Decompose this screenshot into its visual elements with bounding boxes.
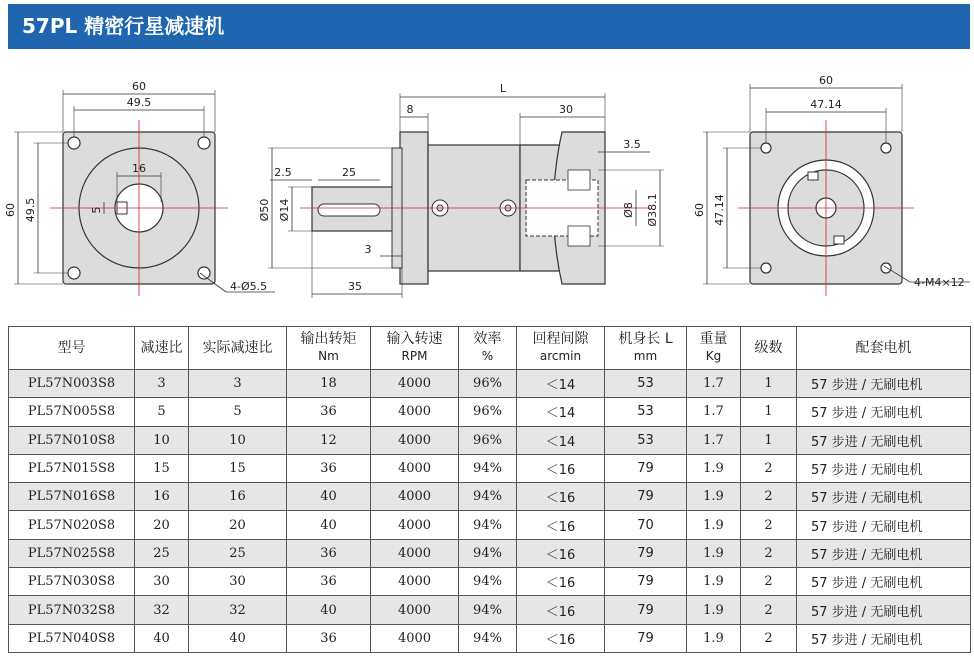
dim-label: 47.14 (810, 98, 842, 111)
table-row (9, 370, 971, 398)
table-body (9, 370, 971, 653)
table-cell: 4000 (371, 596, 459, 624)
table-cell: 10 (189, 426, 287, 454)
table-header-row (9, 327, 971, 370)
input-flange-view (693, 74, 970, 296)
dim-label: 60 (132, 80, 146, 93)
table-cell: 32 (135, 596, 189, 624)
dim-label: 35 (348, 280, 362, 293)
table-row (9, 426, 971, 454)
table-cell: 40 (189, 624, 287, 652)
table-cell: 15 (189, 454, 287, 482)
dim-label: 60 (4, 203, 17, 217)
table-cell: ＜16 (517, 568, 605, 596)
dim-label: Ø38.1 (646, 193, 659, 227)
table-cell: 18 (287, 370, 371, 398)
side-view (258, 82, 664, 298)
table-cell: ＜16 (517, 539, 605, 567)
table-cell: 25 (135, 539, 189, 567)
table-cell: 1.9 (687, 483, 741, 511)
table-cell: 36 (287, 454, 371, 482)
table-cell: 4000 (371, 398, 459, 426)
table-cell: 32 (189, 596, 287, 624)
table-row (9, 454, 971, 482)
table-cell: ＜16 (517, 483, 605, 511)
dim-label: 16 (132, 162, 146, 175)
table-cell: 2 (741, 568, 797, 596)
table-row (9, 398, 971, 426)
dim-label: 60 (819, 74, 833, 87)
table-cell: 36 (287, 398, 371, 426)
table-cell: PL57N025S8 (9, 539, 135, 567)
table-cell: PL57N030S8 (9, 568, 135, 596)
table-cell: ＜16 (517, 596, 605, 624)
table-cell: 1.7 (687, 370, 741, 398)
column-header: 效率 % (459, 327, 517, 370)
table-cell: PL57N015S8 (9, 454, 135, 482)
table-cell: 1.7 (687, 398, 741, 426)
table-cell: 12 (287, 426, 371, 454)
dim-label: L (499, 82, 507, 95)
table-cell: 4000 (371, 511, 459, 539)
table-cell: ＜14 (517, 426, 605, 454)
table-cell: 40 (287, 511, 371, 539)
table-cell: 57 步进 / 无刷电机 (797, 511, 971, 539)
dim-label: 3.5 (623, 138, 641, 151)
table-cell: 16 (189, 483, 287, 511)
table-cell: 4000 (371, 568, 459, 596)
column-header: 重量 Kg (687, 327, 741, 370)
table-cell: PL57N040S8 (9, 624, 135, 652)
dim-label: Ø50 (258, 198, 271, 222)
table-cell: 3 (189, 370, 287, 398)
table-cell: 4000 (371, 624, 459, 652)
table-cell: 57 步进 / 无刷电机 (797, 624, 971, 652)
table-cell: 53 (605, 398, 687, 426)
dim-label: 3 (364, 243, 372, 256)
spec-table (8, 326, 971, 653)
table-cell: 2 (741, 483, 797, 511)
table-cell: 36 (287, 624, 371, 652)
table-cell: 96% (459, 370, 517, 398)
table-cell: 94% (459, 568, 517, 596)
table-cell: PL57N016S8 (9, 483, 135, 511)
table-cell: 53 (605, 426, 687, 454)
table-cell: 1.9 (687, 624, 741, 652)
dim-label: 30 (559, 103, 573, 116)
dim-label: Ø8 (622, 202, 635, 218)
table-row (9, 568, 971, 596)
table-cell: 79 (605, 568, 687, 596)
dim-label: 8 (406, 103, 414, 116)
column-header: 回程间隙 arcmin (517, 327, 605, 370)
table-row (9, 511, 971, 539)
table-cell: 96% (459, 398, 517, 426)
table-cell: 10 (135, 426, 189, 454)
table-cell: 94% (459, 624, 517, 652)
table-cell: ＜14 (517, 398, 605, 426)
table-cell: 1.9 (687, 539, 741, 567)
table-cell: 4000 (371, 483, 459, 511)
table-cell: 1.7 (687, 426, 741, 454)
table-cell: 2 (741, 511, 797, 539)
table-cell: PL57N005S8 (9, 398, 135, 426)
table-cell: 57 步进 / 无刷电机 (797, 483, 971, 511)
page-title: 57PL 精密行星减速机 (8, 4, 970, 49)
table-cell: 36 (287, 539, 371, 567)
table-cell: 57 步进 / 无刷电机 (797, 454, 971, 482)
table-row (9, 483, 971, 511)
table-cell: 79 (605, 454, 687, 482)
table-cell: 1.9 (687, 568, 741, 596)
table-cell: 25 (189, 539, 287, 567)
table-cell: 20 (135, 511, 189, 539)
dim-label: 49.5 (126, 96, 152, 109)
table-cell: PL57N032S8 (9, 596, 135, 624)
table-cell: 79 (605, 596, 687, 624)
column-header: 减速比 (135, 327, 189, 370)
table-cell: 30 (135, 568, 189, 596)
table-cell: 40 (135, 624, 189, 652)
table-cell: 4000 (371, 539, 459, 567)
table-cell: 94% (459, 454, 517, 482)
dim-label: 60 (693, 203, 706, 217)
table-cell: 96% (459, 426, 517, 454)
table-cell: 2 (741, 454, 797, 482)
dim-label: 4-M4×12 (914, 276, 965, 289)
table-cell: 79 (605, 624, 687, 652)
table-cell: 70 (605, 511, 687, 539)
output-flange-view (4, 80, 275, 296)
table-cell: ＜16 (517, 511, 605, 539)
table-cell: 94% (459, 511, 517, 539)
table-cell: 36 (287, 568, 371, 596)
table-cell: ＜16 (517, 624, 605, 652)
table-cell: 4000 (371, 370, 459, 398)
table-cell: 20 (189, 511, 287, 539)
table-cell: 1 (741, 398, 797, 426)
table-cell: 4000 (371, 426, 459, 454)
column-header: 级数 (741, 327, 797, 370)
table-cell: 16 (135, 483, 189, 511)
dim-label: 49.5 (24, 197, 37, 223)
table-cell: 40 (287, 596, 371, 624)
column-header: 型号 (9, 327, 135, 370)
table-cell: 5 (135, 398, 189, 426)
column-header: 配套电机 (797, 327, 971, 370)
table-cell: 79 (605, 483, 687, 511)
table-cell: 57 步进 / 无刷电机 (797, 398, 971, 426)
dim-label: 5 (90, 206, 103, 214)
table-cell: 1 (741, 426, 797, 454)
table-cell: 57 步进 / 无刷电机 (797, 568, 971, 596)
table-cell: 1.9 (687, 596, 741, 624)
column-header: 机身长 L mm (605, 327, 687, 370)
table-cell: PL57N003S8 (9, 370, 135, 398)
table-cell: ＜14 (517, 370, 605, 398)
table-row (9, 539, 971, 567)
dim-label: 4-Ø5.5 (230, 280, 268, 293)
technical-drawings (0, 60, 974, 310)
table-cell: 57 步进 / 无刷电机 (797, 596, 971, 624)
dim-label: 47.14 (713, 194, 726, 226)
table-row (9, 596, 971, 624)
table-cell: 5 (189, 398, 287, 426)
table-cell: 57 步进 / 无刷电机 (797, 370, 971, 398)
table-cell: 94% (459, 596, 517, 624)
table-cell: 94% (459, 539, 517, 567)
table-cell: 15 (135, 454, 189, 482)
column-header: 输入转速 RPM (371, 327, 459, 370)
dim-label: 25 (342, 166, 356, 179)
table-cell: 2 (741, 539, 797, 567)
table-cell: 40 (287, 483, 371, 511)
dim-label: 2.5 (274, 166, 292, 179)
table-cell: 57 步进 / 无刷电机 (797, 426, 971, 454)
table-cell: 1 (741, 370, 797, 398)
table-cell: ＜16 (517, 454, 605, 482)
table-cell: 1.9 (687, 511, 741, 539)
table-cell: 2 (741, 624, 797, 652)
table-cell: PL57N020S8 (9, 511, 135, 539)
table-cell: 30 (189, 568, 287, 596)
table-cell: 2 (741, 596, 797, 624)
table-cell: PL57N010S8 (9, 426, 135, 454)
dim-label: Ø14 (278, 198, 291, 222)
table-cell: 94% (459, 483, 517, 511)
table-cell: 57 步进 / 无刷电机 (797, 539, 971, 567)
table-row (9, 624, 971, 652)
table-cell: 4000 (371, 454, 459, 482)
table-cell: 79 (605, 539, 687, 567)
table-cell: 3 (135, 370, 189, 398)
column-header: 实际减速比 (189, 327, 287, 370)
table-cell: 53 (605, 370, 687, 398)
table-cell: 1.9 (687, 454, 741, 482)
column-header: 输出转矩 Nm (287, 327, 371, 370)
